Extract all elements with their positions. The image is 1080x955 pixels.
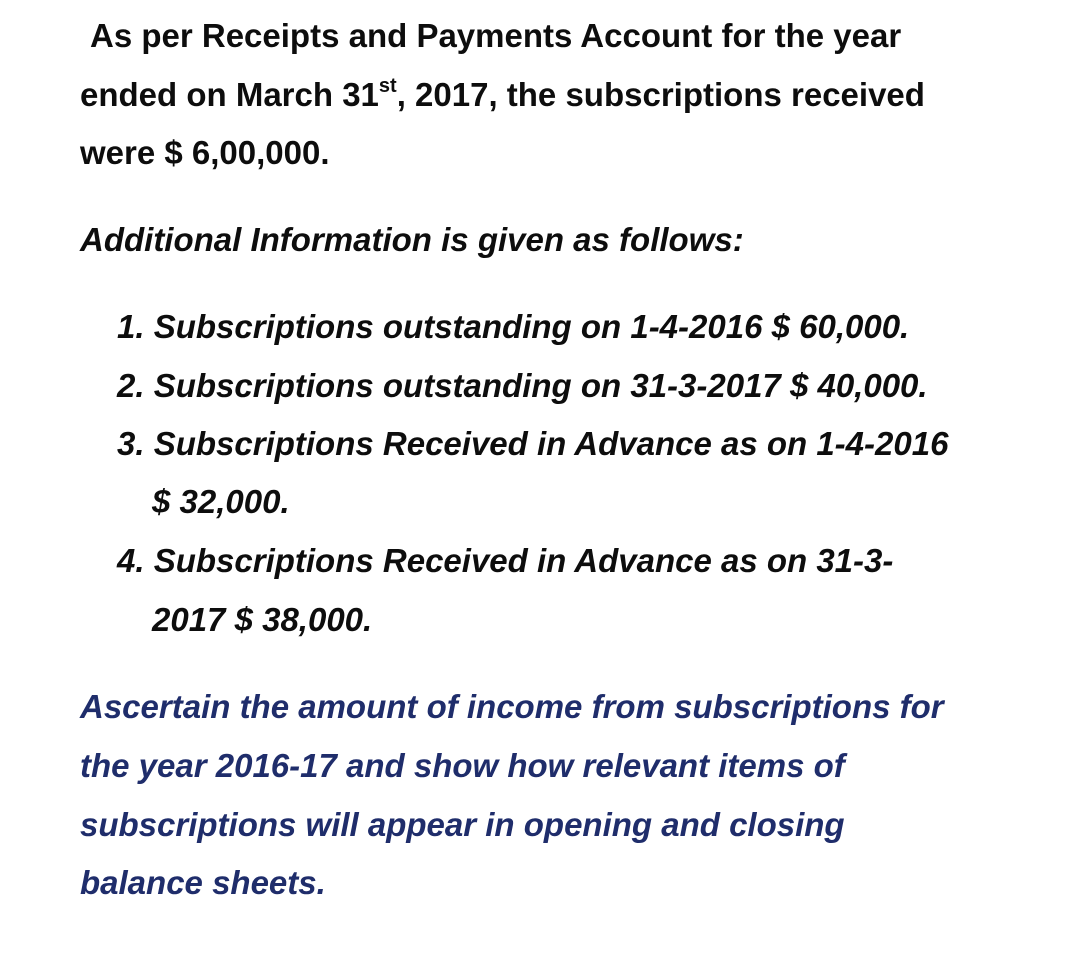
list-item-3-text-cont: $ 32,000. — [152, 483, 290, 520]
question-line-4 — [80, 863, 326, 903]
intro-line-3 — [80, 133, 330, 173]
intro-text-1: As per Receipts and Payments Account for the year — [90, 17, 902, 54]
intro-text-2-pre: ended on March 31 — [80, 76, 379, 113]
question-line-2 — [80, 746, 845, 786]
additional-info-heading-text: Additional Information is given as follows: — [80, 221, 744, 258]
list-item-2-text: 2. Subscriptions outstanding on 31-3-2017 $ 40,000. — [117, 367, 928, 404]
question-line-1 — [80, 687, 944, 727]
list-item-1 — [117, 307, 909, 347]
intro-text-2-post: , 2017, the subscriptions received — [396, 76, 925, 113]
question-text-3: subscriptions will appear in opening and closing — [80, 806, 845, 843]
question-text-4: balance sheets. — [80, 864, 326, 901]
question-line-3 — [80, 805, 845, 845]
additional-info-heading — [80, 220, 744, 260]
list-item-4-text: 4. Subscriptions Received in Advance as on 31-3- — [117, 542, 894, 579]
list-item-3-text: 3. Subscriptions Received in Advance as on 1-4-2016 — [117, 425, 949, 462]
list-item-4-continued — [152, 600, 372, 640]
list-item-2 — [117, 366, 928, 406]
ordinal-suffix: st — [378, 75, 397, 97]
list-item-1-text: 1. Subscriptions outstanding on 1-4-2016 $ 60,000. — [117, 308, 910, 345]
intro-line-1 — [90, 16, 901, 56]
intro-text-3: were $ 6,00,000. — [80, 134, 330, 171]
list-item-4-text-cont: 2017 $ 38,000. — [152, 601, 373, 638]
intro-line-2 — [80, 75, 925, 115]
question-text-1: Ascertain the amount of income from subscriptions for — [80, 688, 944, 725]
list-item-3 — [117, 424, 948, 464]
list-item-3-continued — [152, 482, 290, 522]
list-item-4 — [117, 541, 893, 581]
question-text-2: the year 2016-17 and show how relevant items of — [80, 747, 845, 784]
